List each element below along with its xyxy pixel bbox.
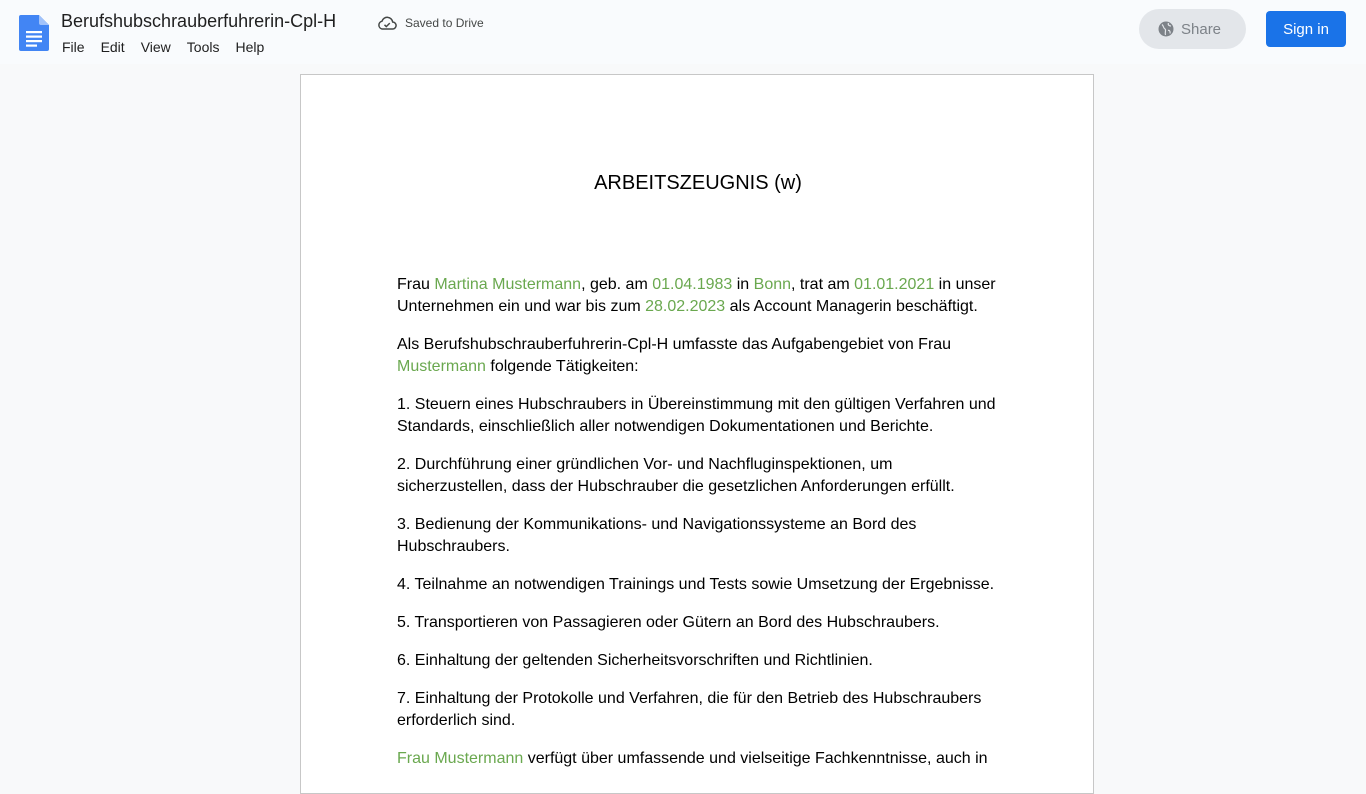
task-item: 5. Transportieren von Passagieren oder Gütern an Bord des Hubschraubers. — [397, 614, 940, 631]
share-button[interactable] — [1139, 9, 1246, 49]
end-date: 28.02.2023 — [645, 298, 726, 315]
birth-date: 01.04.1983 — [652, 276, 733, 293]
menu-view[interactable]: View — [140, 39, 171, 55]
intro-paragraph: Frau Martina Mustermann, geb. am 01.04.1983 in Bonn, trat am 01.01.2021 in unser Unternehmen ein und war bis zum 28.02.2023 als Account Managerin beschäftigt. — [397, 276, 996, 315]
menu-tools[interactable]: Tools — [186, 39, 220, 55]
task-item: 3. Bedienung der Kommunikations- und Navigationssysteme an Bord des Hubschraubers. — [397, 516, 917, 555]
save-status[interactable] — [377, 14, 484, 32]
menu-edit[interactable]: Edit — [100, 39, 125, 55]
birth-city: Bonn — [753, 276, 792, 293]
top-bar — [0, 0, 1366, 64]
closing-paragraph: Frau Mustermann verfügt über umfassende und vielseitige Fachkenntnisse, auch in — [397, 750, 988, 767]
share-label: Share — [1181, 20, 1222, 38]
employee-name: Frau Mustermann — [397, 750, 524, 767]
sign-in-button[interactable]: Sign in — [1266, 11, 1346, 47]
save-status-label: Saved to Drive — [405, 16, 484, 30]
cloud-done-icon — [377, 15, 397, 31]
document-page[interactable] — [300, 74, 1094, 794]
employee-name: Martina Mustermann — [434, 276, 582, 293]
menu-help[interactable]: Help — [235, 39, 265, 55]
globe-icon — [1158, 21, 1174, 37]
start-date: 01.01.2021 — [854, 276, 935, 293]
task-item: 2. Durchführung einer gründlichen Vor- und Nachfluginspektionen, um sicherzustellen, dass der Hubschrauber die gesetzlichen Anforderungen erfüllt. — [397, 456, 955, 495]
task-item: 1. Steuern eines Hubschraubers in Übereinstimmung mit den gültigen Verfahren und Standards, einschließlich aller notwendigen Dokumentationen und Berichte. — [397, 396, 996, 435]
menu-bar — [54, 36, 272, 58]
employee-surname: Mustermann — [397, 358, 486, 375]
task-item: 4. Teilnahme an notwendigen Trainings und Tests sowie Umsetzung der Ergebnisse. — [397, 576, 995, 593]
docs-logo-icon[interactable] — [19, 15, 49, 51]
document-title[interactable]: Berufshubschrauberfuhrerin-Cpl-H — [61, 11, 337, 31]
document-body — [397, 274, 999, 786]
menu-file[interactable]: File — [62, 39, 85, 55]
duties-intro-paragraph: Als Berufshubschrauberfuhrerin-Cpl-H umfasste das Aufgabengebiet von Frau Mustermann folgende Tätigkeiten: — [397, 336, 952, 375]
document-heading: ARBEITSZEUGNIS (w) — [594, 172, 802, 194]
task-item: 6. Einhaltung der geltenden Sicherheitsvorschriften und Richtlinien. — [397, 652, 873, 669]
task-item: 7. Einhaltung der Protokolle und Verfahren, die für den Betrieb des Hubschraubers erforderlich sind. — [397, 690, 982, 729]
